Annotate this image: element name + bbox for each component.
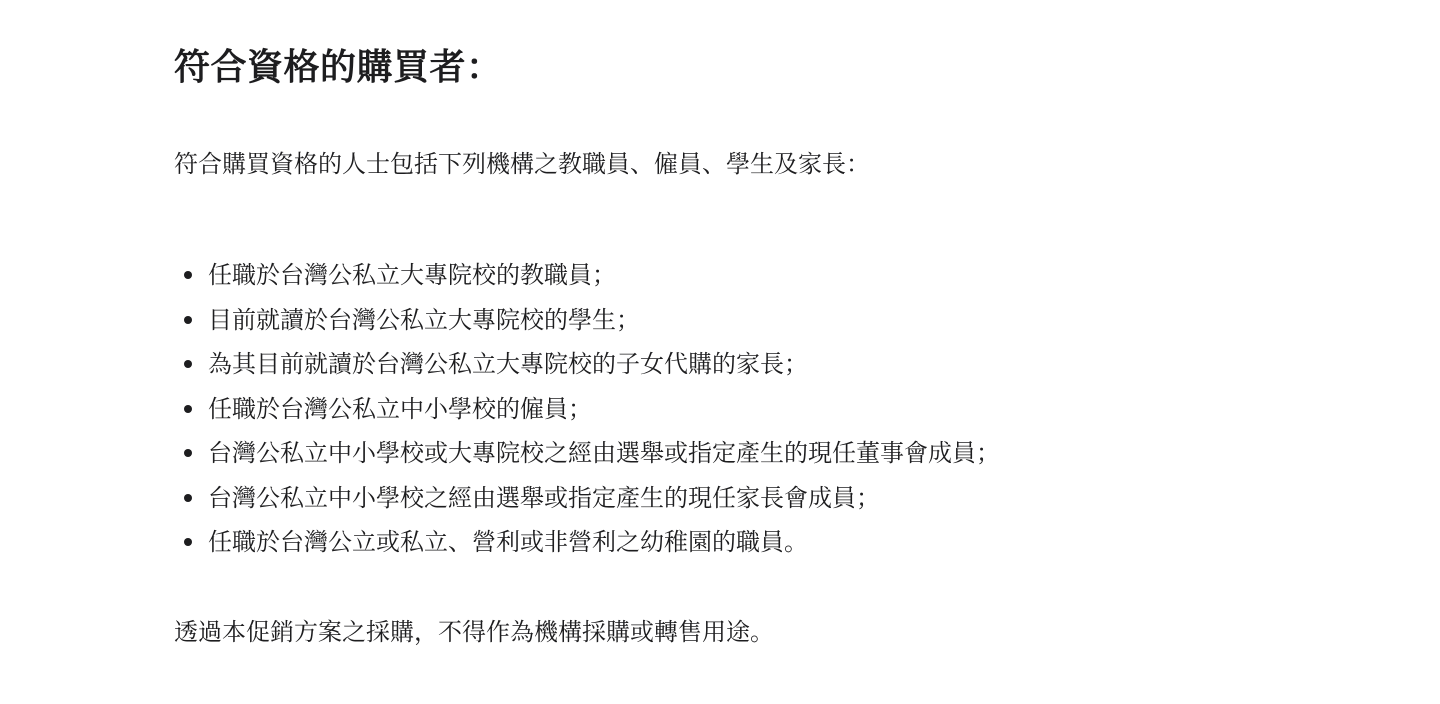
bullet-icon [184,316,192,324]
list-item-text: 任職於台灣公私立大專院校的教職員； [208,261,616,289]
list-item-text: 為其目前就讀於台灣公私立大專院校的子女代購的家長； [208,350,808,378]
bullet-icon [184,538,192,546]
list-item-text: 台灣公私立中小學校之經由選舉或指定產生的現任家長會成員； [208,483,880,512]
usage-restriction-note: 透過本促銷方案之採購，不得作為機構採購或轉售用途。 [174,618,774,646]
list-item-text: 任職於台灣公立或私立、營利或非營利之幼稚園的職員。 [208,528,808,556]
list-item [174,342,1000,387]
list-item [174,431,1000,476]
list-item-text: 目前就讀於台灣公私立大專院校的學生； [208,305,640,334]
eligibility-heading: 符合資格的購買者： [174,47,503,88]
list-item [174,476,1000,521]
bullet-icon [184,494,192,502]
bullet-icon [184,449,192,457]
list-item-text: 任職於台灣公私立中小學校的僱員； [208,394,592,423]
list-item [174,520,1000,565]
bullet-icon [184,360,192,368]
list-item [174,298,1000,343]
bullet-icon [184,271,192,279]
list-item [174,253,1000,298]
list-item-text: 台灣公私立中小學校或大專院校之經由選舉或指定產生的現任董事會成員； [208,439,1000,467]
eligibility-intro: 符合購買資格的人士包括下列機構之教職員、僱員、學生及家長： [174,150,870,178]
eligibility-list [174,253,1000,565]
bullet-icon [184,405,192,413]
list-item [174,387,1000,432]
